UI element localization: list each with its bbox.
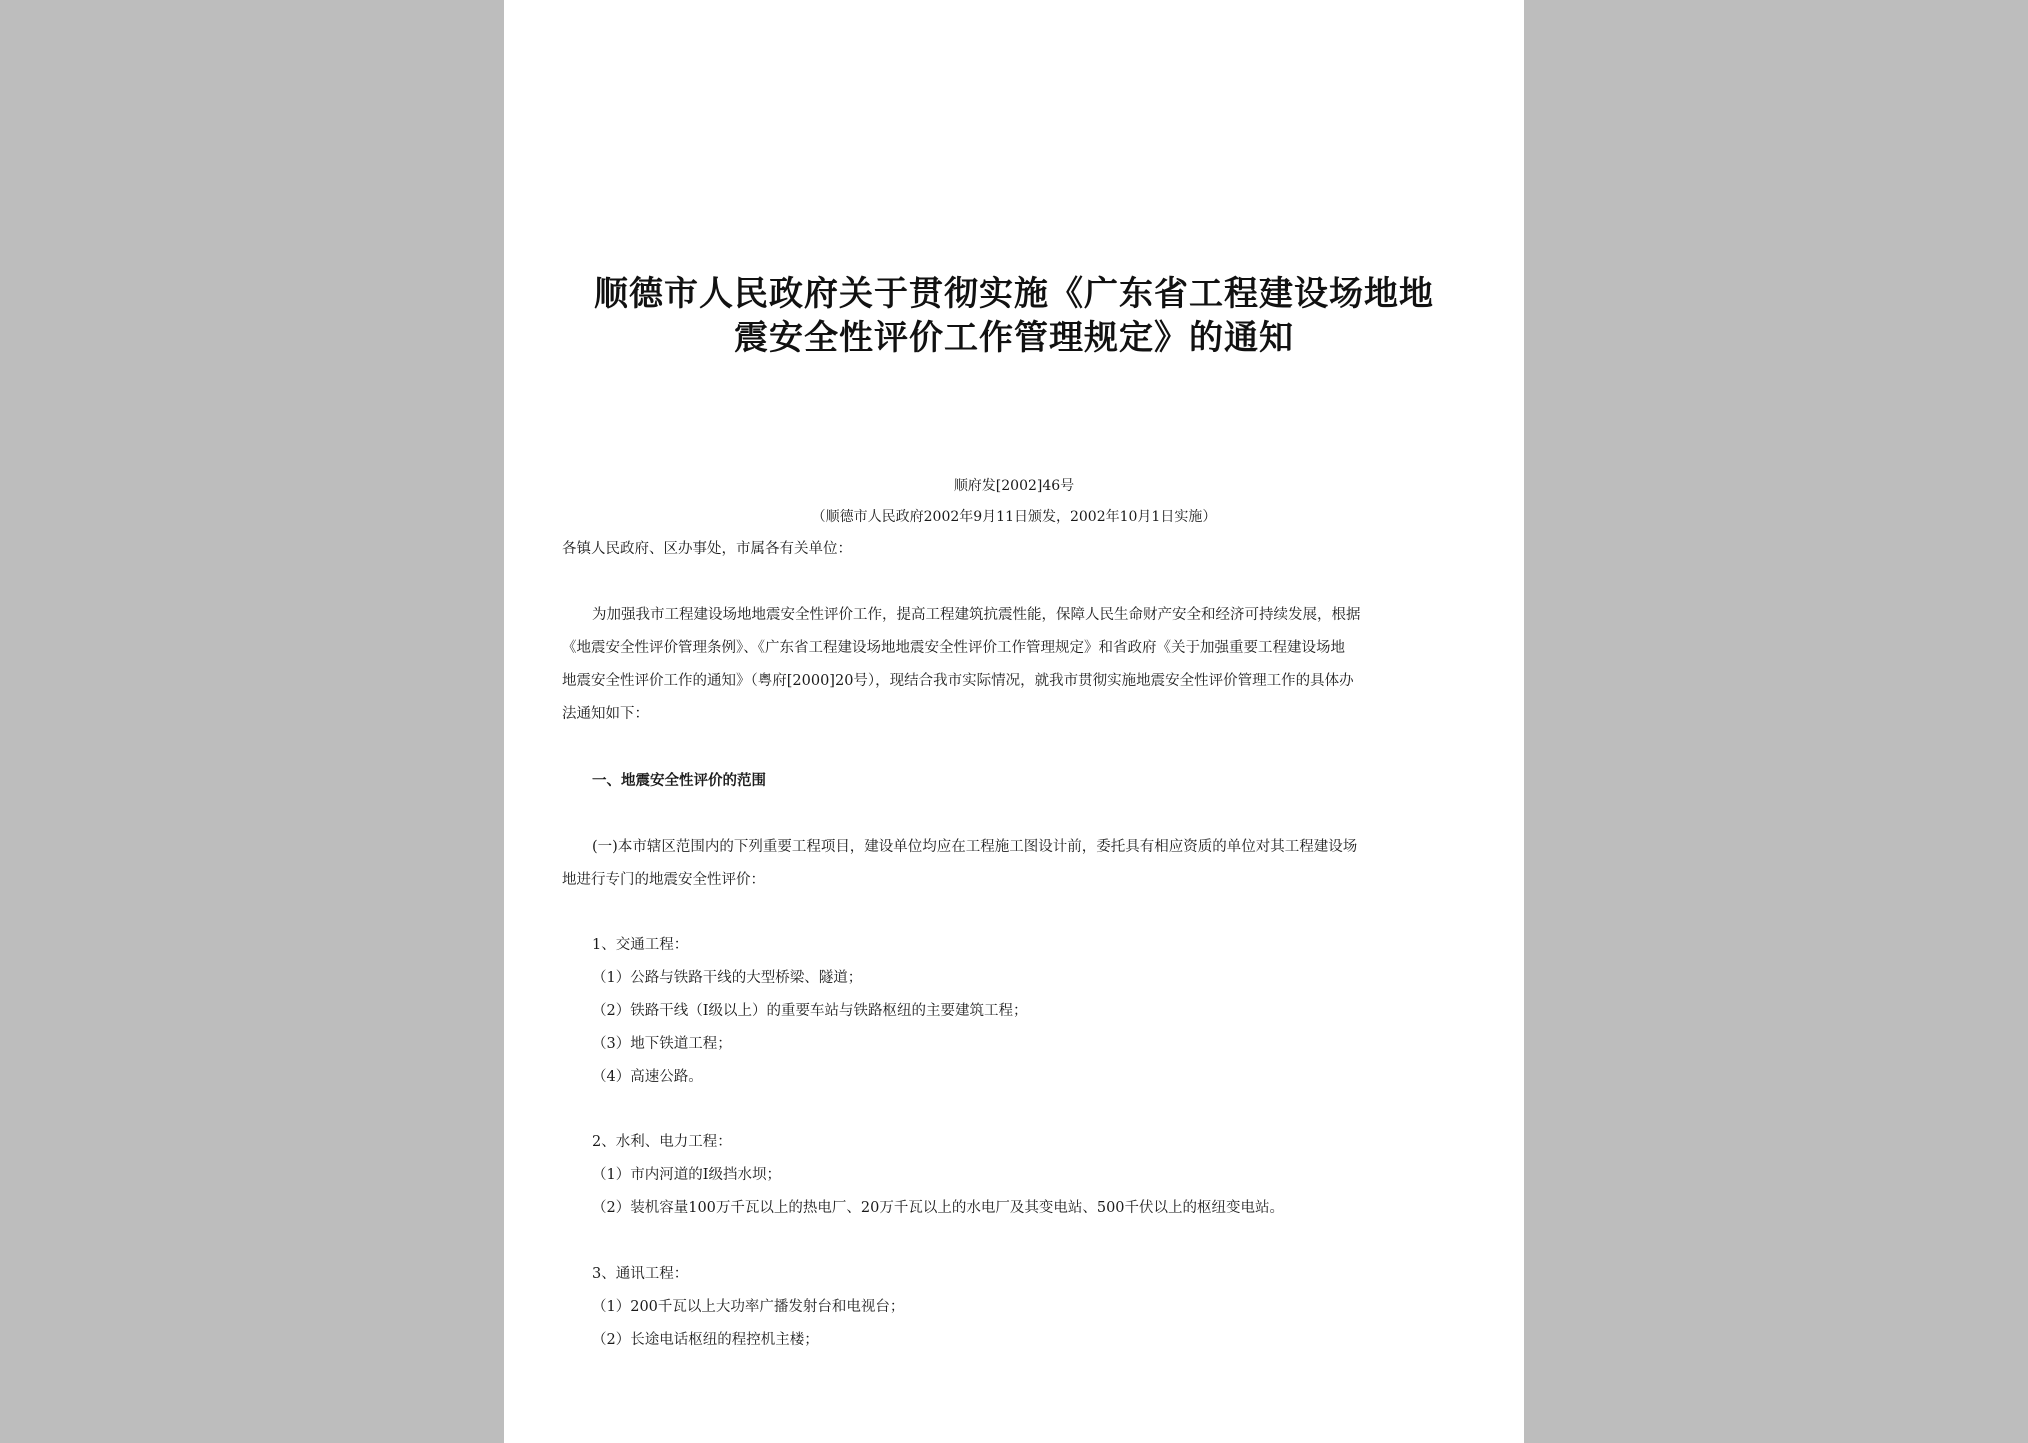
document-page <box>504 0 1524 1443</box>
intro-line-2: 《地震安全性评价管理条例》、《广东省工程建设场地地震安全性评价工作管理规定》和省政府《关于加强重要工程建设场地 <box>562 640 1345 656</box>
issue-info: （顺德市人民政府2002年9月11日颁发，2002年10月1日实施） <box>811 509 1217 525</box>
document-title-line-2: 震安全性评价工作管理规定》的通知 <box>734 318 1294 358</box>
category-1-title: 1、交通工程： <box>592 937 689 953</box>
category-2-item-2: （2）装机容量100万千瓦以上的热电厂、20万千瓦以上的水电厂及其变电站、500千伏以上的枢纽变电站。 <box>592 1200 1285 1216</box>
category-2-item-1: （1）市内河道的Ⅰ级挡水坝； <box>592 1167 781 1183</box>
intro-line-1: 为加强我市工程建设场地地震安全性评价工作，提高工程建筑抗震性能，保障人民生命财产安全和经济可持续发展，根据 <box>592 607 1361 623</box>
category-2-title: 2、水利、电力工程： <box>592 1134 732 1150</box>
section-1-para-line-2: 地进行专门的地震安全性评价： <box>562 872 765 888</box>
section-1-para-line-1: (一)本市辖区范围内的下列重要工程项目，建设单位均应在工程施工图设计前，委托具有相应资质的单位对其工程建设场 <box>592 839 1358 855</box>
category-1-item-2: （2）铁路干线（Ⅰ级以上）的重要车站与铁路枢纽的主要建筑工程； <box>592 1003 1028 1019</box>
category-1-item-4: （4）高速公路。 <box>592 1069 703 1085</box>
category-1-item-3: （3）地下铁道工程； <box>592 1036 732 1052</box>
intro-line-3: 地震安全性评价工作的通知》（粤府[2000]20号），现结合我市实际情况，就我市贯彻实施地震安全性评价管理工作的具体办 <box>562 673 1354 689</box>
intro-line-4: 法通知如下： <box>562 706 649 722</box>
category-3-title: 3、通讯工程： <box>592 1266 689 1282</box>
category-1-item-1: （1）公路与铁路干线的大型桥梁、隧道； <box>592 970 863 986</box>
document-number: 顺府发[2002]46号 <box>953 478 1075 494</box>
category-3-item-2: （2）长途电话枢纽的程控机主楼； <box>592 1332 819 1348</box>
document-title-line-1: 顺德市人民政府关于贯彻实施《广东省工程建设场地地 <box>594 274 1434 314</box>
category-3-item-1: （1）200千瓦以上大功率广播发射台和电视台； <box>592 1299 905 1315</box>
section-1-heading: 一、地震安全性评价的范围 <box>592 773 766 789</box>
recipients: 各镇人民政府、区办事处，市属各有关单位： <box>562 541 852 557</box>
